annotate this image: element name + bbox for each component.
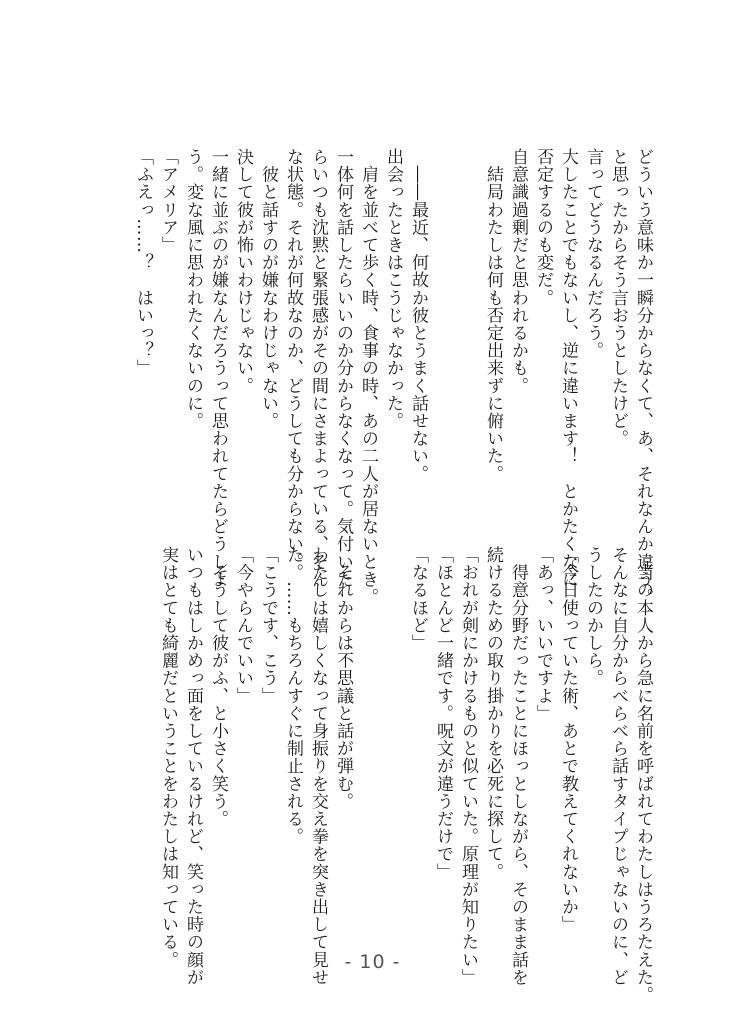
text-line: 肩を並べて歩く時、食事の時、あの二人が居ないとき。 (358, 148, 378, 606)
text-line: 「ほとんど一緒です。呪文が違うだけで」 (433, 546, 453, 881)
text-line: た。……もちろんすぐに制止される。 (283, 546, 303, 846)
text-line: と思ったからそう言おうとしたけど。 (608, 148, 628, 448)
text-line: 自意識過剰だと思われるかも。 (508, 148, 528, 395)
text-line: 出会ったときはこうじゃなかった。 (383, 148, 403, 430)
text-line: 続けるための取り掛かりを必死に探して。 (483, 546, 503, 881)
text-line: 一緒に並ぶのが嫌なんだろうって思われてたらどうしよ (208, 148, 228, 588)
text-line: 「こうです、こう」 (258, 546, 278, 705)
text-line (355, 546, 380, 906)
text-line: らいつも沈黙と緊張感がその間にさまよっている、そん (308, 148, 328, 588)
text-line: ――最近、何故か彼とうまく話せない。 (408, 148, 428, 483)
text-line: 言ってどうなるんだろう。 (583, 148, 603, 360)
text-line: 得意分野だったことにほっとしながら、そのまま話を (508, 546, 528, 986)
text-line: 「今やらんでいい」 (233, 546, 253, 705)
text-line: 当の本人から急に名前を呼ばれてわたしはうろたえた。 (633, 546, 653, 1004)
text-line (430, 148, 455, 508)
text-line: わたしは嬉しくなって身振りを交え拳を突き出して見せ (308, 546, 328, 986)
text-line: 「アメリア」 (158, 148, 178, 254)
text-line: 一体何を話したらいいのか分からなくなって。気付いた (333, 148, 353, 588)
text-line: な状態。それが何故なのか、どうしても分からない。 (283, 148, 303, 571)
page-number: - 10 - (344, 951, 401, 973)
text-line: 「おれが剣にかけるものと似ていた。原理が知りたい」 (458, 546, 478, 986)
text-line: どういう意味か一瞬分からなくて、あ、それなんか違う。 (633, 148, 653, 606)
text-line: 否定するのも変だ。 (533, 148, 553, 307)
text-line: そんなに自分からべらべら話すタイプじゃないのに、ど (608, 546, 628, 986)
text-line: 「ふえっ……？ はいっ？」 (133, 148, 153, 377)
text-line: 実はとても綺麗だということをわたしは知っている。 (158, 546, 178, 969)
text-line: 結局わたしは何も否定出来ずに俯いた。 (483, 148, 503, 483)
text-line: 彼と話すのが嫌なわけじゃない。 (258, 148, 278, 430)
text-line (455, 148, 480, 508)
text-line: 大したことでもないし、逆に違います！ とかたくなに (558, 148, 578, 588)
text-line: いつもはしかめっ面をしているけれど、笑った時の顔が (183, 546, 203, 986)
text-line: 「あっ、いいですよ」 (533, 546, 553, 722)
text-line: それからは不思議と話が弾む。 (333, 546, 353, 810)
text-line: 「なるほど」 (408, 546, 428, 652)
text-line (380, 546, 405, 906)
text-line: うしたのかしら。 (583, 546, 603, 687)
text-line: う。変な風に思われたくないのに。 (183, 148, 203, 430)
text-line: 決して彼が怖いわけじゃない。 (233, 148, 253, 395)
text-line: そうして彼がふ、と小さく笑う。 (208, 546, 228, 828)
text-line: 「今日使っていた術、あとで教えてくれないか」 (558, 546, 578, 934)
